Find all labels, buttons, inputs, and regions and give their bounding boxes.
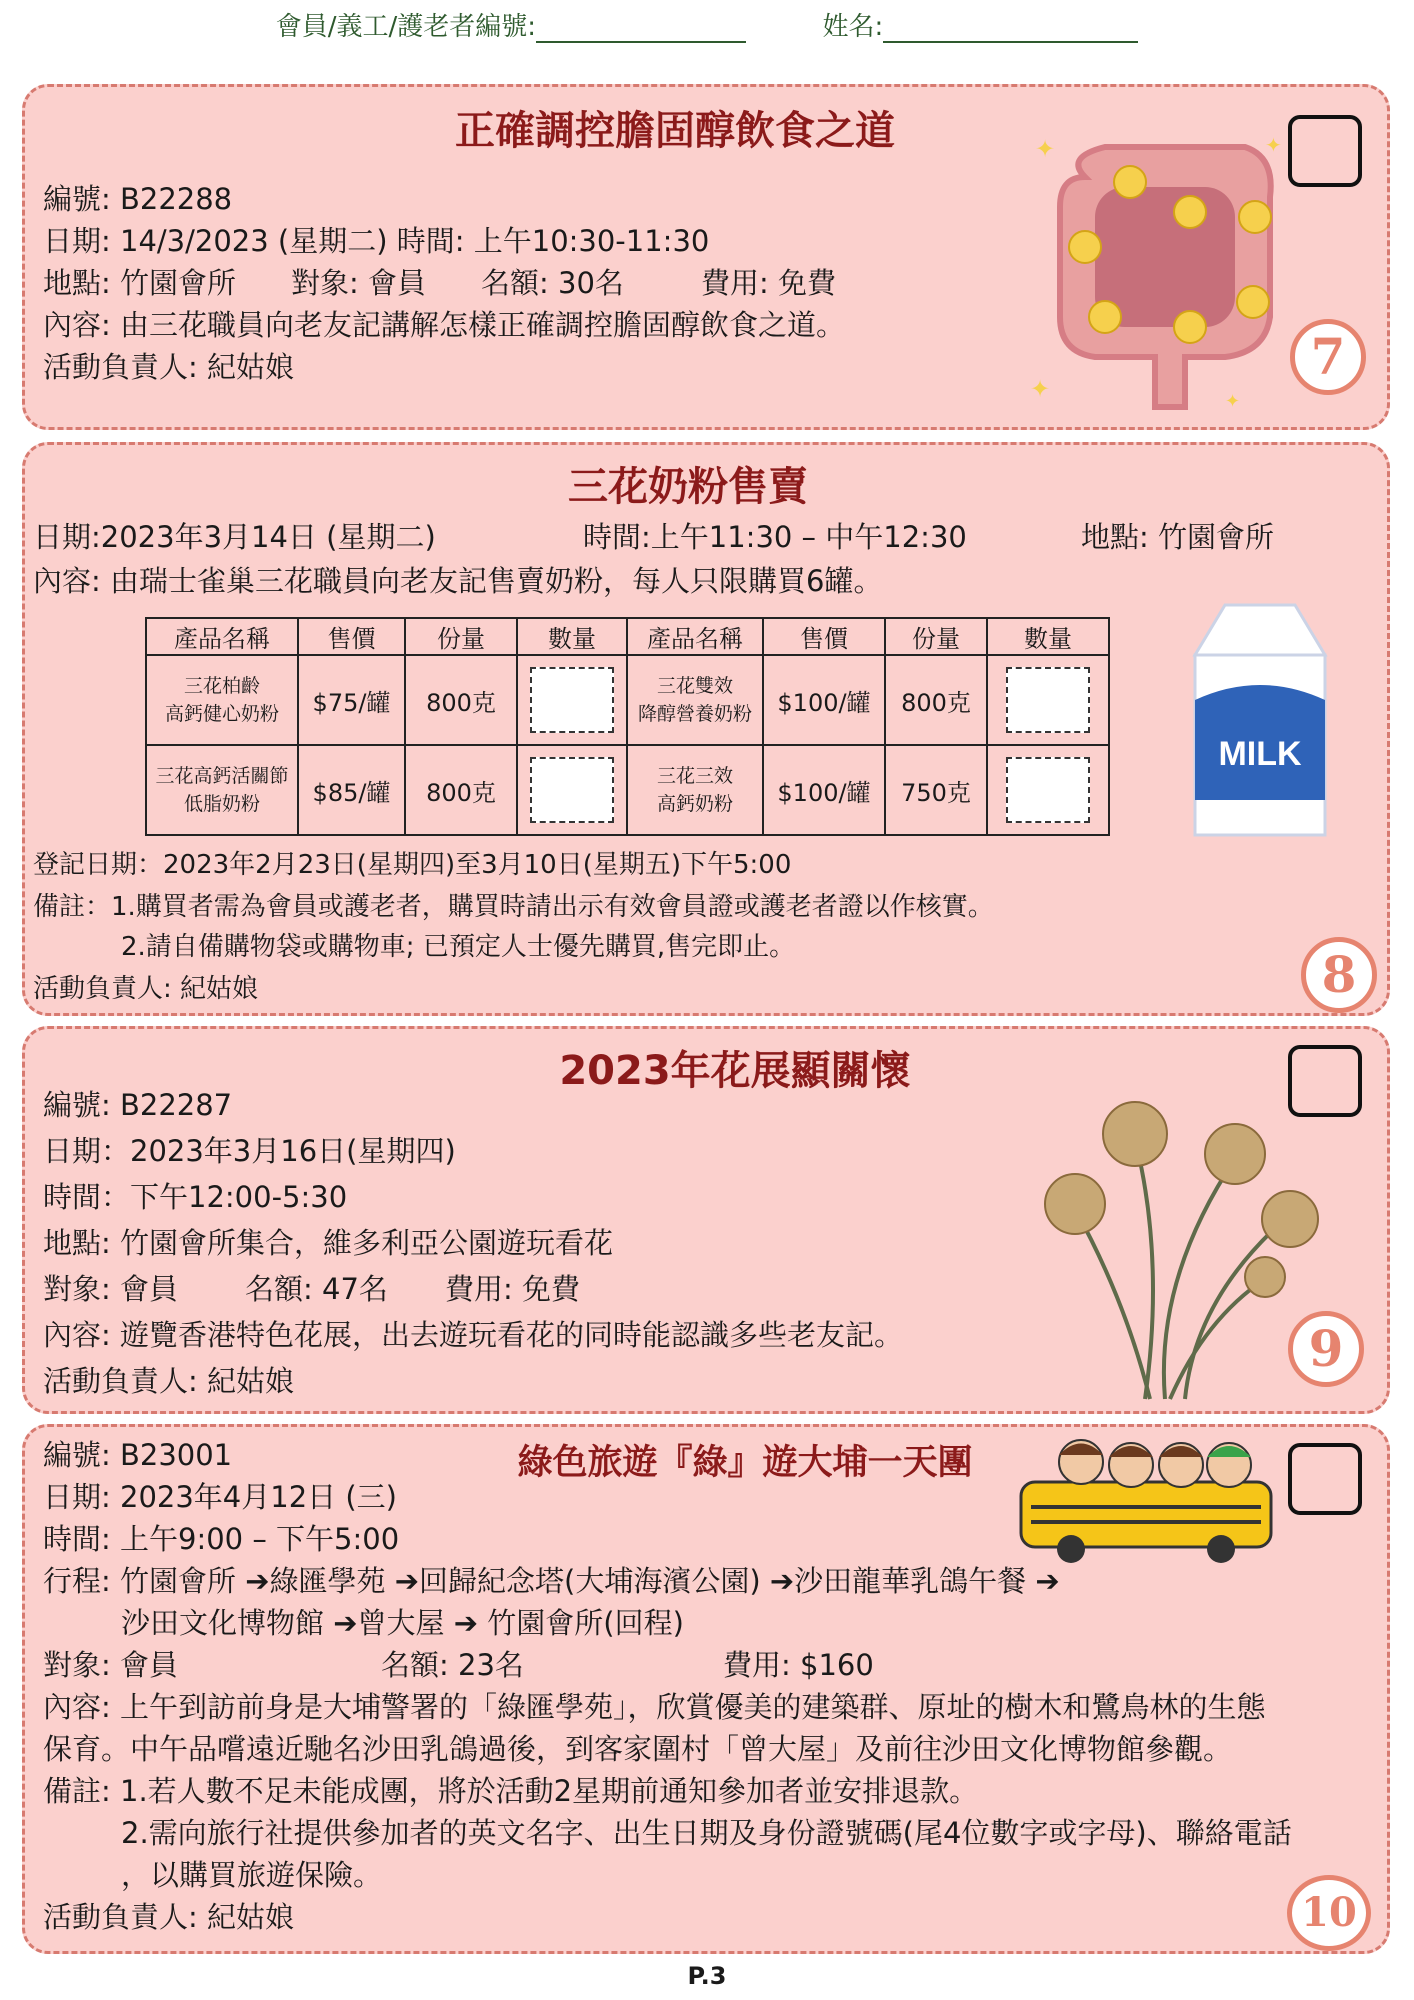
activity-time: 時間：下午12:00-5:30 [43,1180,348,1214]
svg-text:✦: ✦ [1035,135,1056,163]
activity-date: 日期:2023年3月14日 (星期二) [33,520,436,554]
activity-date: 日期: 2023年4月12日 (三) [43,1480,397,1514]
col-header: 份量 [405,618,517,655]
signup-checkbox[interactable] [1288,115,1362,187]
activity-time: 時間: 上午9:00 – 下午5:00 [43,1522,400,1556]
product-price: $100/罐 [763,655,885,745]
col-header: 數量 [517,618,627,655]
activity-title: 正確調控膽固醇飲食之道 [455,108,895,154]
activity-fee: 費用: 免費 [445,1272,580,1306]
activity-date: 日期：2023年3月16日(星期四) [43,1134,456,1168]
activity-code: 編號: B22287 [43,1088,233,1122]
activity-card-10 [22,1424,1390,1954]
activity-time: 時間:上午11:30 – 中午12:30 [583,520,967,554]
milk-carton-illustration [1185,600,1335,840]
quantity-cell [517,745,627,835]
activity-officer: 活動負責人: 紀姑娘 [43,1364,294,1398]
registration-period: 登記日期：2023年2月23日(星期四)至3月10日(星期五)下午5:00 [33,850,792,880]
product-size: 800克 [885,655,987,745]
col-header: 份量 [885,618,987,655]
remark-1: 備註：1.購買者需為會員或護老者，購買時請出示有效會員證或護老者證以作核實。 [33,892,994,922]
intestine-illustration [1025,117,1305,417]
col-header: 數量 [987,618,1109,655]
product-name: 三花雙效 降醇營養奶粉 [627,655,763,745]
table-row [146,655,1109,745]
product-size: 800克 [405,655,517,745]
activity-target: 對象: 會員 [43,1272,178,1306]
quantity-cell [987,655,1109,745]
page-number: P.3 [687,1962,727,1990]
activity-content-2: 保育。中午品嚐遠近馳名沙田乳鴿過後，到客家圍村「曾大屋」及前往沙田文化博物館參觀。 [43,1732,1233,1766]
activity-code: 編號: B23001 [43,1438,233,1472]
table-row [146,745,1109,835]
svg-text:✦: ✦ [1265,133,1282,157]
activity-route-2: 沙田文化博物館 ➔曾大屋 ➔ 竹園會所(回程) [121,1606,684,1640]
activity-title: 2023年花展顯關懷 [559,1048,911,1094]
activity-content-1: 內容: 上午到訪前身是大埔警署的「綠匯學苑」，欣賞優美的建築群、原址的樹木和鷺鳥林的生態 [43,1690,1266,1724]
activity-card-7 [22,84,1390,430]
activity-route-1: 行程: 竹園會所 ➔綠匯學苑 ➔回歸紀念塔(大埔海濱公園) ➔沙田龍華乳鴿午餐 ➔ [43,1564,1060,1598]
product-price: $100/罐 [763,745,885,835]
activity-number-badge: 10 [1287,1875,1371,1951]
product-name: 三花柏齡 高鈣健心奶粉 [146,655,298,745]
activity-fee: 費用: $160 [723,1648,874,1682]
col-header: 產品名稱 [627,618,763,655]
product-price: $75/罐 [298,655,405,745]
activity-officer: 活動負責人: 紀姑娘 [33,974,259,1004]
activity-quota: 名額: 23名 [381,1648,524,1682]
activity-target: 對象: 會員 [43,1648,178,1682]
product-name: 三花三效 高鈣奶粉 [627,745,763,835]
activity-title: 三花奶粉售賣 [568,464,808,510]
quantity-cell [987,745,1109,835]
activity-card-8 [22,442,1390,1016]
product-size: 750克 [885,745,987,835]
activity-content: 內容: 由瑞士雀巢三花職員向老友記售賣奶粉，每人只限購買6罐。 [33,564,883,598]
activity-content: 內容: 遊覽香港特色花展，出去遊玩看花的同時能認識多些老友記。 [43,1318,903,1352]
remark-2: 2.請自備購物袋或購物車; 已預定人士優先購買,售完即止。 [121,932,796,962]
form-header [0,6,1414,43]
remark-2: 2.需向旅行社提供參加者的英文名字、出生日期及身份證號碼(尾4位數字或字母)、聯絡電話 [121,1816,1292,1850]
quantity-input[interactable] [1006,667,1090,733]
activity-officer: 活動負責人: 紀姑娘 [43,1900,294,1934]
activity-quota: 名額: 47名 [245,1272,388,1306]
product-price: $85/罐 [298,745,405,835]
activity-card-9 [22,1026,1390,1414]
activity-fee: 費用: 免費 [701,266,836,300]
name-label: 姓名: [822,12,884,42]
remark-3: ，以購買旅遊保險。 [121,1858,383,1892]
activity-title: 綠色旅遊『綠』遊大埔一天團 [517,1443,973,1483]
product-size: 800克 [405,745,517,835]
activity-number-badge: 7 [1290,319,1366,395]
activity-number-badge: 9 [1288,1311,1364,1387]
activity-venue: 地點: 竹園會所集合，維多利亞公園遊玩看花 [43,1226,613,1260]
product-table [145,617,1110,836]
member-id-field[interactable] [536,15,746,43]
col-header: 售價 [763,618,885,655]
milk-label: MILK [1218,735,1302,773]
quantity-input[interactable] [530,667,614,733]
tour-bus-illustration [1011,1427,1291,1567]
svg-text:✦: ✦ [1030,375,1051,403]
activity-code: 編號: B22288 [43,182,233,216]
remark-1: 備註: 1.若人數不足未能成團，將於活動2星期前通知參加者並安排退款。 [43,1774,979,1808]
col-header: 產品名稱 [146,618,298,655]
quantity-cell [517,655,627,745]
product-name: 三花高鈣活關節 低脂奶粉 [146,745,298,835]
table-header-row [146,618,1109,655]
activity-date-time: 日期: 14/3/2023 (星期二) 時間: 上午10:30-11:30 [43,224,710,258]
name-field[interactable] [883,15,1138,43]
activity-venue: 地點: 竹園會所 [43,266,236,300]
activity-target: 對象: 會員 [291,266,426,300]
member-id-label: 會員/義工/護老者編號: [275,12,536,42]
signup-checkbox[interactable] [1288,1045,1362,1117]
quantity-input[interactable] [1006,757,1090,823]
signup-checkbox[interactable] [1288,1443,1362,1515]
svg-text:✦: ✦ [1225,391,1241,412]
activity-officer: 活動負責人: 紀姑娘 [43,350,294,384]
activity-venue: 地點: 竹園會所 [1081,520,1274,554]
activity-quota: 名額: 30名 [481,266,624,300]
activity-number-badge: 8 [1301,937,1377,1013]
col-header: 售價 [298,618,405,655]
quantity-input[interactable] [530,757,614,823]
activity-content: 內容: 由三花職員向老友記講解怎樣正確調控膽固醇飲食之道。 [43,308,845,342]
